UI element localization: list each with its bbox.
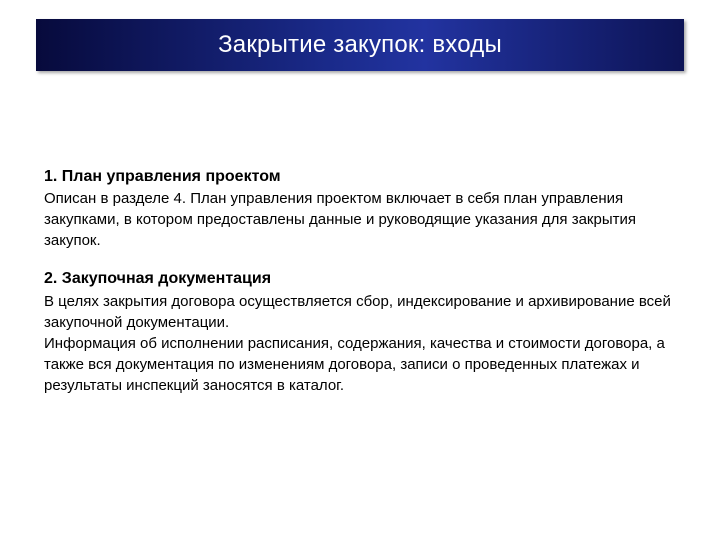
section-paragraph: Информация об исполнении расписания, содержания, качества и стоимости договора, а также вся документация по изменениям договора, записи о проведенных платежах и результаты инспекций заносятся в каталог.	[44, 335, 665, 394]
section-heading: 1. План управления проектом	[44, 168, 281, 185]
slide-content	[44, 166, 684, 413]
section-paragraph: Описан в разделе 4. План управления проектом включает в себя план управления закупками, в котором предоставлены данные и руководящие указания для закрытия закупок.	[44, 190, 636, 249]
section-procurement-docs	[44, 268, 684, 396]
section-paragraph: В целях закрытия договора осуществляется сбор, индексирование и архивирование всей закупочной документации.	[44, 293, 671, 331]
slide-title: Закрытие закупок: входы	[218, 31, 502, 58]
section-heading: 2. Закупочная документация	[44, 270, 272, 287]
section-project-plan	[44, 166, 684, 251]
title-banner	[36, 19, 684, 71]
